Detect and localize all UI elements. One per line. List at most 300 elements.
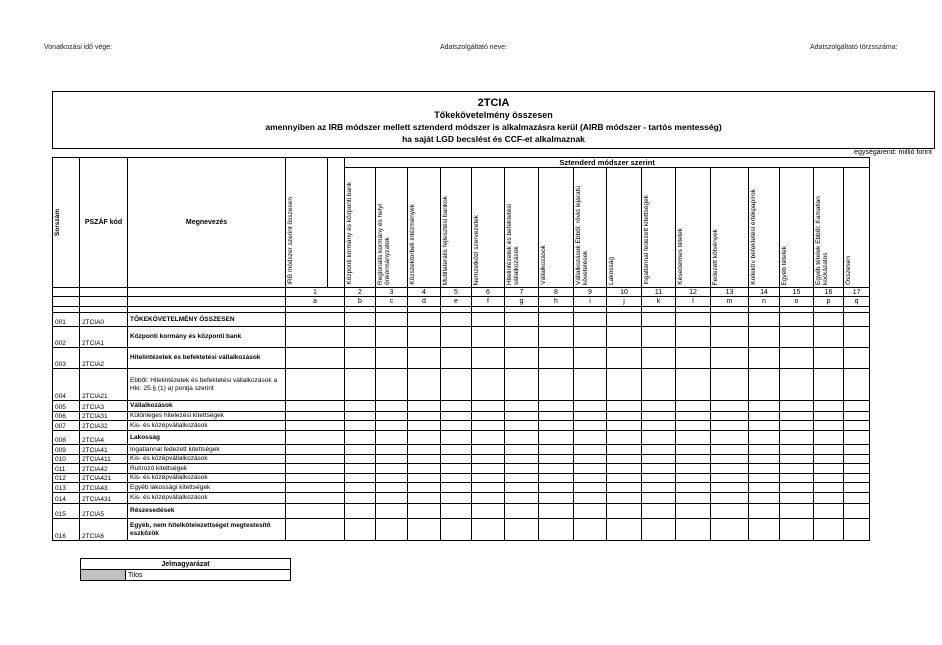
let-blank — [53, 297, 80, 307]
value-cell[interactable] — [376, 519, 408, 541]
value-cell[interactable] — [676, 369, 711, 401]
value-cell[interactable] — [749, 464, 780, 474]
value-cell[interactable] — [472, 421, 505, 431]
value-cell[interactable] — [539, 464, 574, 474]
value-cell[interactable] — [441, 445, 472, 455]
value-cell[interactable] — [505, 464, 539, 474]
value-cell[interactable] — [441, 504, 472, 519]
value-cell[interactable] — [642, 455, 676, 464]
value-cell[interactable] — [472, 401, 505, 412]
value-cell[interactable] — [642, 483, 676, 493]
value-cell[interactable] — [844, 431, 870, 445]
value-cell[interactable] — [472, 412, 505, 421]
value-cell[interactable] — [376, 313, 408, 327]
value-cell[interactable] — [844, 493, 870, 504]
value-cell[interactable] — [844, 483, 870, 493]
value-cell[interactable] — [345, 401, 376, 412]
value-cell[interactable] — [408, 369, 441, 401]
value-cell[interactable] — [676, 327, 711, 348]
value-cell[interactable] — [539, 421, 574, 431]
value-cell[interactable] — [711, 313, 749, 327]
value-cell[interactable] — [472, 493, 505, 504]
value-cell[interactable] — [539, 412, 574, 421]
value-cell[interactable] — [505, 348, 539, 369]
value-cell[interactable] — [814, 431, 844, 445]
value-cell[interactable] — [472, 483, 505, 493]
value-cell[interactable] — [441, 348, 472, 369]
value-cell[interactable] — [539, 504, 574, 519]
value-cell[interactable] — [574, 431, 607, 445]
value-cell[interactable] — [749, 313, 780, 327]
value-cell[interactable] — [345, 464, 376, 474]
value-cell[interactable] — [814, 519, 844, 541]
value-cell[interactable] — [345, 421, 376, 431]
value-cell[interactable] — [607, 464, 642, 474]
value-cell[interactable] — [780, 431, 814, 445]
value-cell[interactable] — [844, 464, 870, 474]
value-cell[interactable] — [676, 455, 711, 464]
value-cell[interactable] — [574, 401, 607, 412]
header-sorszam-label: Sorszám — [54, 208, 61, 237]
value-cell[interactable] — [376, 327, 408, 348]
value-cell[interactable] — [376, 412, 408, 421]
value-cell[interactable] — [505, 445, 539, 455]
value-cell[interactable] — [676, 504, 711, 519]
value-cell[interactable] — [607, 431, 642, 445]
value-cell[interactable] — [441, 412, 472, 421]
value-cell[interactable] — [408, 327, 441, 348]
value-cell[interactable] — [286, 455, 345, 464]
value-cell[interactable] — [441, 493, 472, 504]
value-cell[interactable] — [711, 327, 749, 348]
value-cell[interactable] — [642, 519, 676, 541]
value-cell[interactable] — [441, 474, 472, 483]
value-cell[interactable] — [345, 431, 376, 445]
value-cell[interactable] — [642, 431, 676, 445]
value-cell[interactable] — [749, 504, 780, 519]
value-cell[interactable] — [345, 455, 376, 464]
value-cell[interactable] — [345, 519, 376, 541]
value-cell[interactable] — [814, 313, 844, 327]
value-cell[interactable] — [676, 313, 711, 327]
value-cell[interactable] — [376, 431, 408, 445]
value-cell[interactable] — [472, 313, 505, 327]
column-number: 5 — [441, 288, 472, 297]
value-cell[interactable] — [408, 348, 441, 369]
value-cell[interactable] — [607, 474, 642, 483]
value-cell[interactable] — [505, 455, 539, 464]
value-cell[interactable] — [711, 445, 749, 455]
row-code: 2TCIA31 — [80, 412, 128, 421]
value-cell[interactable] — [505, 421, 539, 431]
value-cell[interactable] — [814, 464, 844, 474]
value-cell[interactable] — [642, 445, 676, 455]
value-cell[interactable] — [844, 313, 870, 327]
value-cell[interactable] — [749, 455, 780, 464]
value-cell[interactable] — [539, 313, 574, 327]
value-cell[interactable] — [286, 445, 345, 455]
value-cell[interactable] — [607, 313, 642, 327]
value-cell[interactable] — [780, 519, 814, 541]
value-cell[interactable] — [711, 455, 749, 464]
table-row — [53, 504, 870, 519]
value-cell[interactable] — [814, 483, 844, 493]
value-cell[interactable] — [607, 519, 642, 541]
value-cell[interactable] — [539, 483, 574, 493]
value-cell[interactable] — [642, 504, 676, 519]
value-cell[interactable] — [844, 348, 870, 369]
value-cell[interactable] — [286, 519, 345, 541]
value-cell[interactable] — [780, 421, 814, 431]
value-cell[interactable] — [642, 474, 676, 483]
value-cell[interactable] — [676, 519, 711, 541]
value-cell[interactable] — [607, 327, 642, 348]
value-cell[interactable] — [286, 401, 345, 412]
value-cell[interactable] — [607, 483, 642, 493]
value-cell[interactable] — [607, 412, 642, 421]
value-cell[interactable] — [472, 464, 505, 474]
value-cell[interactable] — [441, 327, 472, 348]
value-cell[interactable] — [814, 327, 844, 348]
value-cell[interactable] — [780, 504, 814, 519]
value-cell[interactable] — [539, 348, 574, 369]
value-cell[interactable] — [642, 348, 676, 369]
value-cell[interactable] — [844, 504, 870, 519]
value-cell[interactable] — [441, 369, 472, 401]
value-cell[interactable] — [286, 369, 345, 401]
value-cell[interactable] — [642, 493, 676, 504]
value-cell[interactable] — [749, 445, 780, 455]
value-cell[interactable] — [574, 421, 607, 431]
value-cell[interactable] — [286, 421, 345, 431]
value-cell[interactable] — [286, 464, 345, 474]
value-cell[interactable] — [814, 455, 844, 464]
value-cell[interactable] — [814, 474, 844, 483]
value-cell[interactable] — [505, 313, 539, 327]
value-cell[interactable] — [780, 348, 814, 369]
value-cell[interactable] — [814, 348, 844, 369]
value-cell[interactable] — [376, 474, 408, 483]
value-cell[interactable] — [408, 483, 441, 493]
value-cell[interactable] — [408, 455, 441, 464]
value-cell[interactable] — [408, 401, 441, 412]
value-cell[interactable] — [711, 519, 749, 541]
value-cell[interactable] — [574, 455, 607, 464]
row-name: Lakosság — [128, 431, 286, 445]
value-cell[interactable] — [574, 327, 607, 348]
value-cell[interactable] — [472, 445, 505, 455]
value-cell[interactable] — [711, 474, 749, 483]
value-cell[interactable] — [505, 431, 539, 445]
value-cell[interactable] — [642, 369, 676, 401]
value-cell[interactable] — [472, 327, 505, 348]
value-cell[interactable] — [286, 412, 345, 421]
value-cell[interactable] — [441, 421, 472, 431]
value-cell[interactable] — [539, 327, 574, 348]
value-cell[interactable] — [539, 431, 574, 445]
value-cell[interactable] — [749, 421, 780, 431]
value-cell[interactable] — [539, 474, 574, 483]
value-cell[interactable] — [749, 369, 780, 401]
value-cell[interactable] — [408, 504, 441, 519]
table-row — [53, 519, 870, 541]
value-cell[interactable] — [607, 369, 642, 401]
value-cell[interactable] — [441, 431, 472, 445]
value-cell[interactable] — [376, 401, 408, 412]
value-cell[interactable] — [676, 445, 711, 455]
value-cell[interactable] — [539, 519, 574, 541]
value-cell[interactable] — [780, 401, 814, 412]
value-cell[interactable] — [711, 421, 749, 431]
value-cell[interactable] — [539, 401, 574, 412]
value-cell[interactable] — [711, 369, 749, 401]
value-cell[interactable] — [780, 445, 814, 455]
value-cell[interactable] — [574, 369, 607, 401]
value-cell[interactable] — [472, 474, 505, 483]
value-cell[interactable] — [574, 348, 607, 369]
value-cell[interactable] — [749, 401, 780, 412]
value-cell[interactable] — [345, 369, 376, 401]
value-cell[interactable] — [376, 464, 408, 474]
value-cell[interactable] — [711, 493, 749, 504]
value-cell[interactable] — [676, 431, 711, 445]
value-cell[interactable] — [642, 412, 676, 421]
value-cell[interactable] — [711, 401, 749, 412]
value-cell[interactable] — [814, 504, 844, 519]
reporter-name-label: Adatszolgáltató neve: — [440, 44, 507, 51]
value-cell[interactable] — [676, 464, 711, 474]
value-cell[interactable] — [345, 348, 376, 369]
value-cell[interactable] — [844, 455, 870, 464]
value-cell[interactable] — [472, 519, 505, 541]
value-cell[interactable] — [376, 348, 408, 369]
value-cell[interactable] — [780, 313, 814, 327]
let-blank — [128, 297, 286, 307]
header-col-label: Ingatlannal fedezett kitettségek — [643, 195, 650, 285]
value-cell[interactable] — [286, 327, 345, 348]
row-code: 2TCIA32 — [80, 421, 128, 431]
column-number: 13 — [711, 288, 749, 297]
value-cell[interactable] — [408, 421, 441, 431]
value-cell[interactable] — [472, 431, 505, 445]
value-cell[interactable] — [376, 504, 408, 519]
value-cell[interactable] — [749, 431, 780, 445]
value-cell[interactable] — [607, 445, 642, 455]
value-cell[interactable] — [441, 519, 472, 541]
value-cell[interactable] — [376, 493, 408, 504]
value-cell[interactable] — [441, 464, 472, 474]
value-cell[interactable] — [711, 504, 749, 519]
value-cell[interactable] — [376, 483, 408, 493]
value-cell[interactable] — [607, 455, 642, 464]
header-col-label: Közszektorbeli intézmények — [409, 204, 416, 285]
value-cell[interactable] — [505, 369, 539, 401]
value-cell[interactable] — [539, 493, 574, 504]
value-cell[interactable] — [642, 313, 676, 327]
value-cell[interactable] — [574, 483, 607, 493]
value-cell[interactable] — [441, 483, 472, 493]
value-cell[interactable] — [711, 464, 749, 474]
value-cell[interactable] — [376, 369, 408, 401]
value-cell[interactable] — [711, 348, 749, 369]
row-number: 001 — [53, 313, 80, 327]
value-cell[interactable] — [780, 483, 814, 493]
value-cell[interactable] — [376, 445, 408, 455]
value-cell[interactable] — [408, 431, 441, 445]
value-cell[interactable] — [286, 504, 345, 519]
value-cell[interactable] — [749, 474, 780, 483]
value-cell[interactable] — [345, 493, 376, 504]
value-cell[interactable] — [711, 431, 749, 445]
value-cell[interactable] — [574, 504, 607, 519]
value-cell[interactable] — [814, 401, 844, 412]
value-cell[interactable] — [408, 412, 441, 421]
value-cell[interactable] — [441, 401, 472, 412]
value-cell[interactable] — [749, 519, 780, 541]
value-cell[interactable] — [505, 493, 539, 504]
value-cell[interactable] — [780, 455, 814, 464]
value-cell[interactable] — [574, 493, 607, 504]
value-cell[interactable] — [844, 369, 870, 401]
value-cell[interactable] — [642, 327, 676, 348]
row-code: 2TCIA42 — [80, 464, 128, 474]
value-cell[interactable] — [345, 474, 376, 483]
value-cell[interactable] — [676, 412, 711, 421]
value-cell[interactable] — [408, 313, 441, 327]
value-cell[interactable] — [286, 474, 345, 483]
value-cell[interactable] — [844, 412, 870, 421]
header-col-16 — [814, 168, 844, 288]
value-cell[interactable] — [780, 464, 814, 474]
value-cell[interactable] — [607, 504, 642, 519]
header-blank — [328, 158, 345, 288]
value-cell[interactable] — [539, 369, 574, 401]
value-cell[interactable] — [749, 412, 780, 421]
value-cell[interactable] — [472, 348, 505, 369]
value-cell[interactable] — [607, 421, 642, 431]
value-cell[interactable] — [286, 348, 345, 369]
value-cell[interactable] — [844, 474, 870, 483]
value-cell[interactable] — [505, 474, 539, 483]
value-cell[interactable] — [814, 421, 844, 431]
column-letter: d — [408, 297, 441, 307]
value-cell[interactable] — [749, 327, 780, 348]
value-cell[interactable] — [844, 327, 870, 348]
value-cell[interactable] — [607, 401, 642, 412]
value-cell[interactable] — [472, 455, 505, 464]
value-cell[interactable] — [408, 519, 441, 541]
row-number: 005 — [53, 401, 80, 412]
row-name: Kis- és középvállalkozások — [128, 421, 286, 431]
value-cell[interactable] — [345, 412, 376, 421]
value-cell[interactable] — [711, 483, 749, 493]
value-cell[interactable] — [711, 412, 749, 421]
value-cell[interactable] — [574, 412, 607, 421]
value-cell[interactable] — [345, 504, 376, 519]
value-cell[interactable] — [376, 421, 408, 431]
value-cell[interactable] — [345, 445, 376, 455]
value-cell[interactable] — [286, 431, 345, 445]
value-cell[interactable] — [749, 493, 780, 504]
value-cell[interactable] — [676, 493, 711, 504]
value-cell[interactable] — [642, 421, 676, 431]
value-cell[interactable] — [408, 493, 441, 504]
value-cell[interactable] — [676, 483, 711, 493]
value-cell[interactable] — [642, 401, 676, 412]
value-cell[interactable] — [286, 313, 345, 327]
value-cell[interactable] — [780, 474, 814, 483]
value-cell[interactable] — [749, 483, 780, 493]
value-cell[interactable] — [345, 327, 376, 348]
header-col-14 — [749, 168, 780, 288]
value-cell[interactable] — [574, 445, 607, 455]
value-cell[interactable] — [780, 412, 814, 421]
value-cell[interactable] — [574, 519, 607, 541]
value-cell[interactable] — [780, 369, 814, 401]
value-cell[interactable] — [676, 348, 711, 369]
column-letter: q — [844, 297, 870, 307]
value-cell[interactable] — [574, 464, 607, 474]
value-cell[interactable] — [441, 313, 472, 327]
value-cell[interactable] — [408, 464, 441, 474]
value-cell[interactable] — [286, 483, 345, 493]
value-cell[interactable] — [472, 369, 505, 401]
value-cell[interactable] — [607, 348, 642, 369]
header-col-17 — [844, 168, 870, 288]
value-cell[interactable] — [408, 445, 441, 455]
value-cell[interactable] — [408, 474, 441, 483]
row-name: Kis- és középvállalkozások — [128, 455, 286, 464]
value-cell[interactable] — [844, 421, 870, 431]
column-letter: i — [574, 297, 607, 307]
value-cell[interactable] — [472, 504, 505, 519]
value-cell[interactable] — [574, 474, 607, 483]
value-cell[interactable] — [780, 327, 814, 348]
value-cell[interactable] — [505, 401, 539, 412]
column-number: 6 — [472, 288, 505, 297]
value-cell[interactable] — [749, 348, 780, 369]
value-cell[interactable] — [505, 504, 539, 519]
value-cell[interactable] — [642, 464, 676, 474]
header-sorszam — [53, 158, 80, 288]
value-cell[interactable] — [814, 493, 844, 504]
value-cell[interactable] — [539, 455, 574, 464]
value-cell[interactable] — [814, 369, 844, 401]
value-cell[interactable] — [780, 493, 814, 504]
value-cell[interactable] — [505, 519, 539, 541]
value-cell[interactable] — [844, 519, 870, 541]
value-cell[interactable] — [607, 493, 642, 504]
value-cell[interactable] — [539, 445, 574, 455]
value-cell[interactable] — [676, 421, 711, 431]
value-cell[interactable] — [676, 474, 711, 483]
value-cell[interactable] — [345, 313, 376, 327]
value-cell[interactable] — [676, 401, 711, 412]
value-cell[interactable] — [505, 412, 539, 421]
table-row — [53, 431, 870, 445]
value-cell[interactable] — [441, 455, 472, 464]
value-cell[interactable] — [376, 455, 408, 464]
value-cell[interactable] — [505, 483, 539, 493]
value-cell[interactable] — [844, 445, 870, 455]
value-cell[interactable] — [574, 313, 607, 327]
value-cell[interactable] — [505, 327, 539, 348]
value-cell[interactable] — [814, 445, 844, 455]
value-cell[interactable] — [345, 483, 376, 493]
value-cell[interactable] — [844, 401, 870, 412]
value-cell[interactable] — [814, 412, 844, 421]
value-cell[interactable] — [286, 493, 345, 504]
